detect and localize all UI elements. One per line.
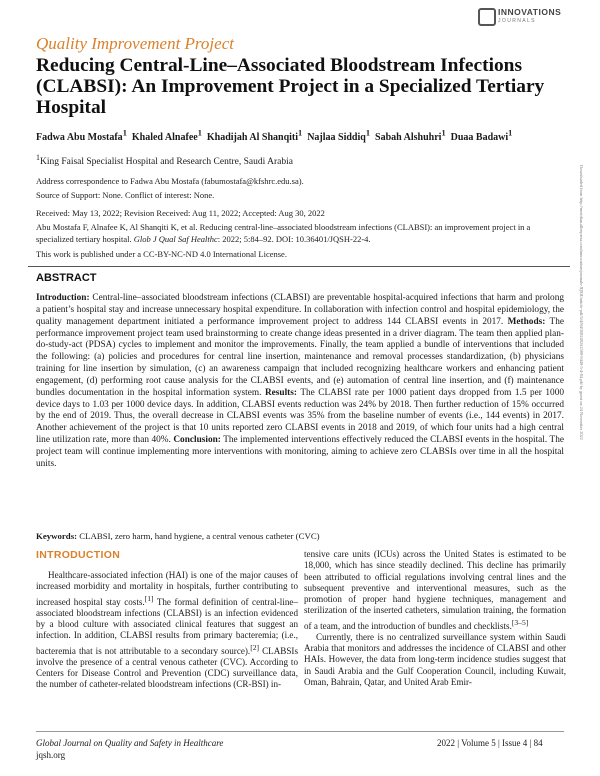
right-column: [304, 549, 566, 688]
paragraph: Healthcare-associated infection (HAI) is one of the major causes of increased morbidity and mortality in hospitals, further contributing to increased hospital stay costs.[1] The formal definition of central-line–associated bloodstream infections (CLABSI) is an infection evidenced by a blood culture with associated clinical features that suggest an infection. In addition, CLABSI results from primary bacteremia; (i.e., bacteremia that is not attributable to a secondary source).[2] CLABSIs involve the presence of a central venous catheter (CVC). According to Centers for Disease Control and Prevention (CDC) surveillance data, the number of catheter-related bloodstream infections (CR-BSI) in-: [36, 570, 298, 690]
divider: [28, 266, 570, 267]
author: Khaled Alnafee$^1$: [131, 129, 202, 144]
author: Najlaa Siddiq$^1$: [307, 129, 371, 144]
abstract-body: Introduction: Central-line–associated bloodstream infections (CLABSI) are preventable hospital-acquired infections that harm and prolong a patient’s hospital stay and increase unnecessary hospital expenditure. In collaboration with infection control and hospital epidemiology, the quality management department initiated a performance improvement project to address 144 CLABSI events in 2017. Methods: The performance improvement project team used brainstorming to create change ideas presented in a driver diagram. The team then applied plan-do-study-act (PDSA) cycles to implement and monitor the improvements. Finally, the team applied a bundle of interventions that included the following: (a) policies and procedures for central line insertion, maintenance and removal processes standardization, (b) physicians training for line insertion by simulation, (c) an awareness campaign that included recognizing healthcare workers and enhancing patient engagement, (d) performing root cause analysis for the CLABSI events, and (e) automation of central line insertion, and (f) maintenance bundles documentation in the hospital information system. Results: The CLABSI rate per 1000 patient days dropped from 1.5 per 1000 device days to 1.03 per 1000 device days. In addition, CLABSI events reduction was 24% by 2018. Then further reduction of 15% occurred by the end of 2019. Thus, the overall decrease in CLABSI events was 35% from the baseline number of events (i.e., 144 events) in 2017. Another achievement of the project is that 10 units reported zero CLABSI events in 2018 and 2019, of which four units had a high central line utilization rate, more than 40%. Conclusion: The implemented interventions effectively reduced the CLABSI events in the hospital. The project team will continue implementing more interventions with monitoring, aiming to achieve zero CLABSIs over time in all the hospital units.: [36, 293, 564, 469]
license-statement: This work is published under a CC-BY-NC-ND 4.0 International License.: [36, 249, 287, 259]
footer-divider: [36, 731, 564, 732]
support-statement: Source of Support: None. Conflict of interest: None.: [36, 190, 215, 200]
correspondence: Address correspondence to Fadwa Abu Mostafa (fabumostafa@kfshrc.edu.sa).: [36, 176, 304, 186]
logo-name: INNOVATIONS: [498, 7, 562, 17]
affiliation: $^1$King Faisal Specialist Hospital and Research Centre, Saudi Arabia: [36, 153, 293, 168]
article-dates: Received: May 13, 2022; Revision Received: Aug 11, 2022; Accepted: Aug 30, 2022: [36, 208, 325, 218]
left-column: [36, 570, 298, 691]
keywords: Keywords: CLABSI, zero harm, hand hygiene, a central venous catheter (CVC): [36, 531, 320, 541]
author: Sabah Alshuhri$^1$: [375, 129, 446, 144]
logo-mark-icon: [478, 8, 496, 26]
footer-site[interactable]: jqsh.org: [36, 750, 66, 760]
abstract-heading: ABSTRACT: [36, 272, 97, 284]
author-list: [36, 129, 576, 143]
section-label: Quality Improvement Project: [36, 34, 234, 53]
download-note: Downloaded from http://meridian.allenpress.com/innovationsjournals-JQSH/article-pdf/5/4/84/3082492/i2589-9449-5-4-84.pdf by guest on 24 November 2022: [579, 165, 584, 440]
publisher-logo: [478, 6, 588, 34]
author: Duaa Badawi$^1$: [450, 129, 513, 144]
author: Fadwa Abu Mostafa$^1$: [36, 129, 127, 144]
introduction-heading: INTRODUCTION: [36, 549, 121, 561]
paragraph: tensive care units (ICUs) across the United States is estimated to be 18,000, which has since steadily declined. This decline has primarily been attributed to official regulations involving central lines and the subsequent preventive and interventional measures, such as the promotion of proper hand hygiene techniques, management and sterilization of the inserted catheters, simulation training, the formation of a team, and the introduction of bundles and checklists.[3–5]: [304, 549, 566, 631]
paragraph: Currently, there is no centralized surveillance system within Saudi Arabia that monitors and addresses the incidence of CLABSI and other HAIs. However, the data from long-term incidence studies suggest that in Saudi Arabia and the Gulf Cooperation Council, including Kuwait, Oman, Bahrain, Qatar, and United Arab Emir-: [304, 631, 566, 687]
author: Khadijah Al Shanqiti$^1$: [206, 129, 303, 144]
article-title: Reducing Central-Line–Associated Bloodstream Infections (CLABSI): An Improvement Project in a Specialized Tertiary Hospital: [36, 55, 545, 118]
logo-sub: JOURNALS: [498, 18, 536, 24]
footer-issue: 2022 | Volume 5 | Issue 4 | 84: [437, 738, 543, 748]
footer-journal: Global Journal on Quality and Safety in Healthcare: [36, 738, 224, 748]
citation: Abu Mostafa F, Alnafee K, Al Shanqiti K, et al. Reducing central-line–associated bloodstream infections (CLABSI): an improvement project in a specialized tertiary hospital. Glob J Qual Saf Healthc: 2022; 5:84–92. DOI: 10.36401/JQSH-22-4.: [36, 222, 531, 244]
